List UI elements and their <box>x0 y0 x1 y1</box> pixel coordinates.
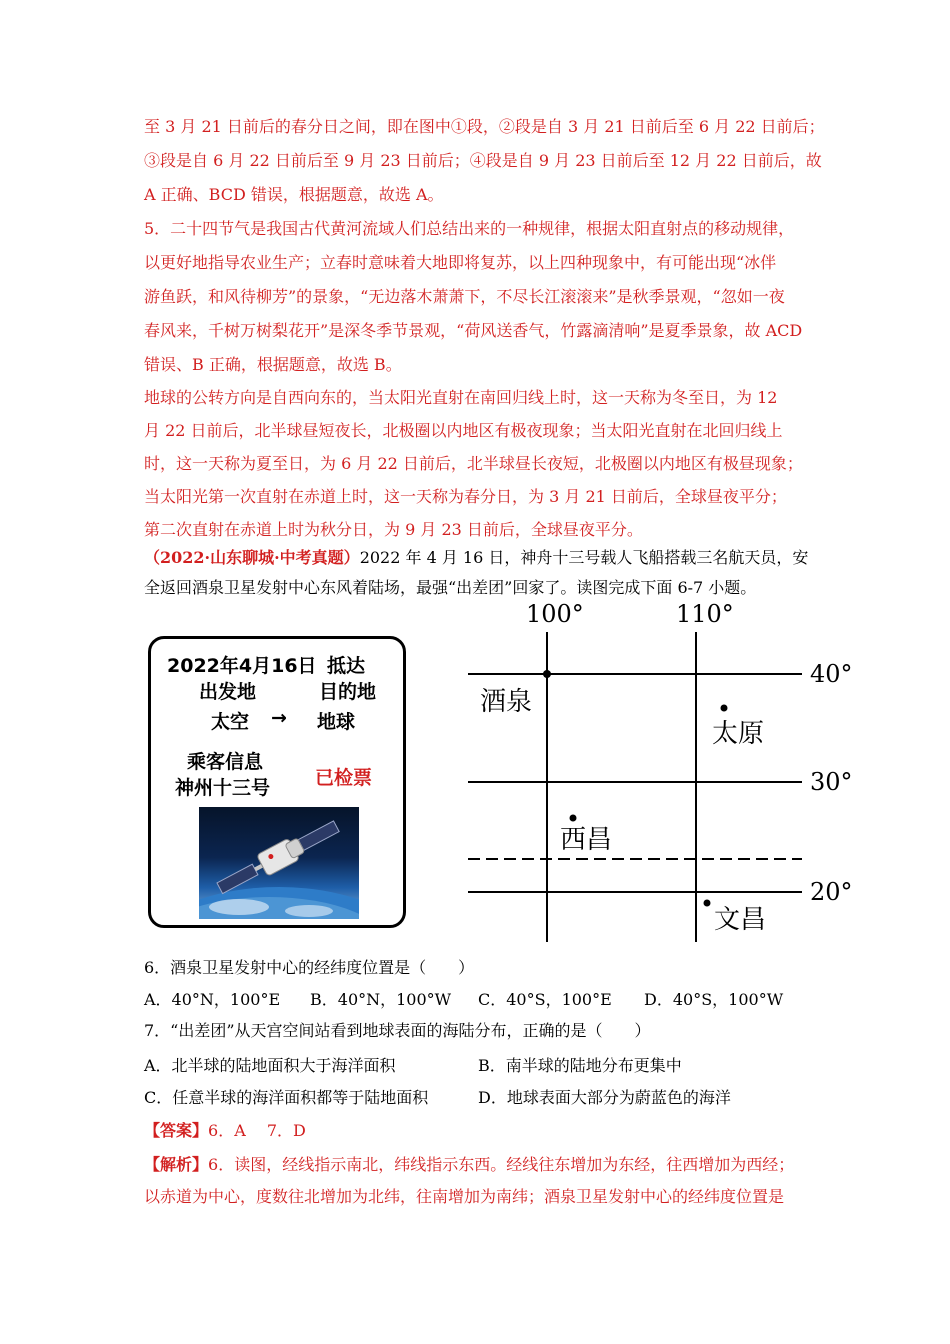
knowledge-text: 地球的公转方向是自西向东的，当太阳光直射在南回归线上时，这一天称为冬至日，为 12 <box>144 388 778 407</box>
question-intro <box>144 548 808 568</box>
q7-option-c: C．任意半球的海洋面积都等于陆地面积 <box>144 1088 429 1107</box>
answer-tag: 【答案】 <box>144 1121 209 1140</box>
q5-text: 错误、B 正确，根据题意，故选 B。 <box>144 355 402 374</box>
latlon-map <box>440 600 860 945</box>
knowledge-text: 第二次直射在赤道上时为秋分日，为 9 月 23 日前后，全球昼夜平分。 <box>144 520 643 539</box>
lat-label: 30° <box>810 768 853 796</box>
q7-stem: 7．“出差团”从天宫空间站看到地球表面的海陆分布，正确的是（ ） <box>144 1021 651 1040</box>
lat-label: 20° <box>810 878 853 906</box>
answer-text: 6．A 7．D <box>208 1121 306 1140</box>
source-tag: （2022·山东聊城·中考真题） <box>144 548 360 567</box>
q7-option-d: D．地球表面大部分为蔚蓝色的海洋 <box>478 1088 731 1107</box>
place-label-jiuquan: 酒泉 <box>480 687 533 717</box>
q5-text: 5．二十四节气是我国古代黄河流域人们总结出来的一种规律，根据太阳直射点的移动规律， <box>144 219 795 238</box>
q6-option-d: D．40°S，100°W <box>644 990 784 1009</box>
knowledge-text: 当太阳光第一次直射在赤道上时，这一天称为春分日，为 3 月 21 日前后，全球昼夜平分； <box>144 487 787 506</box>
analysis-text: ③段是自 6 月 22 日前后至 9 月 23 日前后；④段是自 9 月 23 日前后至 12 月 22 日前后，故 <box>144 151 822 170</box>
intro-text: 2022 年 4 月 16 日，神舟十三号载人飞船搭载三名航天员，安 <box>359 548 809 567</box>
ticket-status: 已检票 <box>315 767 373 789</box>
ticket-passenger: 神州十三号 <box>175 777 271 799</box>
analysis-text: 6．读图，经线指示南北，纬线指示东西。经线往东增加为东经，往西增加为西经； <box>208 1155 795 1174</box>
place-dot <box>543 670 551 678</box>
analysis-text: A 正确、BCD 错误，根据题意，故选 A。 <box>144 185 444 204</box>
analysis-line <box>144 1155 794 1175</box>
ticket-origin-label: 出发地 <box>199 681 257 703</box>
q5-text: 春风来，千树万树梨花开”是深冬季节景观，“荷风送香气，竹露滴清响”是夏季景象，故 ACD <box>144 321 803 340</box>
place-label-taiyuan: 太原 <box>712 719 765 749</box>
place-label-wenchang: 文昌 <box>714 905 767 935</box>
analysis-text: 以赤道为中心，度数往北增加为北纬，往南增加为南纬；酒泉卫星发射中心的经纬度位置是 <box>144 1187 785 1206</box>
ticket-date: 2022年4月16日 <box>167 655 317 677</box>
place-dot <box>704 900 711 907</box>
q5-text: 以更好地指导农业生产；立春时意味着大地即将复苏，以上四种现象中，有可能出现“冰伴 <box>144 253 777 272</box>
q6-option-c: C．40°S，100°E <box>478 990 612 1009</box>
q6-option-b: B．40°N，100°W <box>310 990 452 1009</box>
q6-option-a: A．40°N，100°E <box>144 990 281 1009</box>
analysis-tag: 【解析】 <box>144 1155 209 1174</box>
lon-label: 110° <box>676 600 734 628</box>
place-dot <box>721 705 728 712</box>
intro-text: 全返回酒泉卫星发射中心东风着陆场，最强“出差团”回家了。读图完成下面 6-7 小题。 <box>144 578 757 597</box>
lat-label: 40° <box>810 660 853 688</box>
analysis-text: 至 3 月 21 日前后的春分日之间，即在图中①段，②段是自 3 月 21 日前后至 6 月 22 日前后； <box>144 117 825 136</box>
knowledge-text: 时，这一天称为夏至日，为 6 月 22 日前后，北半球昼长夜短，北极圈以内地区有极昼现象； <box>144 454 803 473</box>
knowledge-text: 月 22 日前后，北半球昼短夜长，北极圈以内地区有极夜现象；当太阳光直射在北回归线上 <box>144 421 783 440</box>
ticket-destination: 地球 <box>317 711 356 733</box>
q7-option-b: B．南半球的陆地分布更集中 <box>478 1056 682 1075</box>
space-station-icon <box>199 807 359 919</box>
answer-line <box>144 1121 306 1141</box>
lon-label: 100° <box>526 600 584 628</box>
q5-text: 游鱼跃，和风待柳芳”的景象，“无边落木萧萧下，不尽长江滚滚来”是秋季景观，“忽如一夜 <box>144 287 785 306</box>
place-dot <box>570 815 577 822</box>
ticket-card <box>148 636 406 928</box>
ticket-dest-label: 目的地 <box>319 681 377 703</box>
arrow-icon: → <box>271 707 287 729</box>
q7-option-a: A．北半球的陆地面积大于海洋面积 <box>144 1056 396 1075</box>
ticket-arrive-label: 抵达 <box>327 655 366 677</box>
q6-stem: 6．酒泉卫星发射中心的经纬度位置是（ ） <box>144 958 475 977</box>
ticket-origin: 太空 <box>211 711 250 733</box>
place-label-xichang: 西昌 <box>560 825 613 855</box>
ticket-passenger-label: 乘客信息 <box>187 751 264 773</box>
